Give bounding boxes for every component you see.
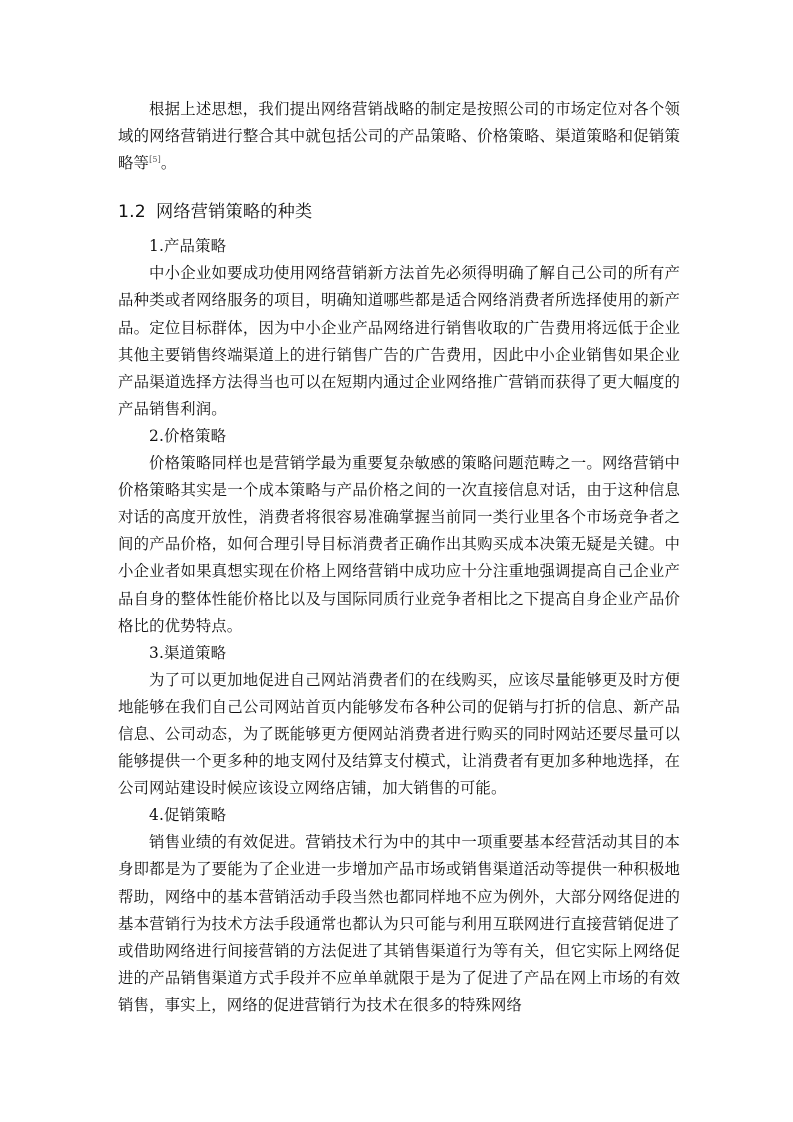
intro-end-punctuation: 。 xyxy=(160,154,177,173)
page-content xyxy=(118,96,680,1019)
intro-text: 根据上述思想，我们提出网络营销战略的制定是按照公司的市场定位对各个领域的网络营销进行整合其中就包括公司的产品策略、价格策略、渠道策略和促销策略等 xyxy=(118,100,680,173)
section-number: 1.2 xyxy=(118,202,146,223)
subsection-heading-price: 2.价格策略 xyxy=(149,426,227,445)
paragraph-channel-strategy: 为了可以更加地促进自己网站消费者们的在线购买，应该尽量能够更及时方便地能够在我们自己公司网站首页内能够发布各种公司的促销与打折的信息、新产品信息、公司动态，为了既能够更方便网站消费者进行购买的同时网站还要尽量可以能够提供一个更多种的地支网付及结算支付模式，让消费者有更加多种地选择，在公司网站建设时候应该设立网络店铺，加大销售的可能。 xyxy=(118,670,680,798)
section-title: 网络营销策略的种类 xyxy=(155,202,313,223)
subsection-heading-promotion: 4.促销策略 xyxy=(149,806,227,825)
paragraph-price-strategy: 价格策略同样也是营销学最为重要复杂敏感的策略问题范畴之一。网络营销中价格策略其实是一个成本策略与产品价格之间的一次直接信息对话，由于这种信息对话的高度开放性，消费者将很容易准确掌握当前同一类行业里各个市场竞争者之间的产品价格，如何合理引导目标消费者正确作出其购买成本决策无疑是关键。中小企业者如果真想实现在价格上网络营销中成功应十分注重地强调提高自己企业产品自身的整体性能价格比以及与国际同质行业竞争者相比之下提高自身企业产品价格比的优势特点。 xyxy=(118,454,680,635)
subsection-heading-channel: 3.渠道策略 xyxy=(149,643,227,662)
citation-reference: [5] xyxy=(149,155,161,165)
paragraph-product-strategy: 中小企业如要成功使用网络营销新方法首先必须得明确了解自己公司的所有产品种类或者网络服务的项目，明确知道哪些都是适合网络消费者所选择使用的新产品。定位目标群体，因为中小企业产品网络进行销售收取的广告费用将远低于企业其他主要销售终端渠道上的进行销售广告的广告费用，因此中小企业销售如果企业产品渠道选择方法得当也可以在短期内通过企业网络推广营销而获得了更大幅度的产品销售利润。 xyxy=(118,264,680,418)
intro-paragraph xyxy=(118,96,680,177)
subsection-heading-product: 1.产品策略 xyxy=(149,237,227,256)
section-heading xyxy=(118,197,680,227)
paragraph-promotion-strategy: 销售业绩的有效促进。营销技术行为中的其中一项重要基本经营活动其目的本身即都是为了要能为了企业进一步增加产品市场或销售渠道活动等提供一种积极地帮助，网络中的基本营销活动手段当然也都同样地不应为例外，大部分网络促进的基本营销行为技术方法手段通常也都认为只可能与利用互联网进行直接营销促进了或借助网络进行间接营销的方法促进了其销售渠道行为等有关，但它实际上网络促进的产品销售渠道方式手段并不应单单就限于是为了促进了产品在网上市场的有效销售，事实上，网络的促进营销行为技术在很多的特殊网络 xyxy=(118,833,680,1014)
